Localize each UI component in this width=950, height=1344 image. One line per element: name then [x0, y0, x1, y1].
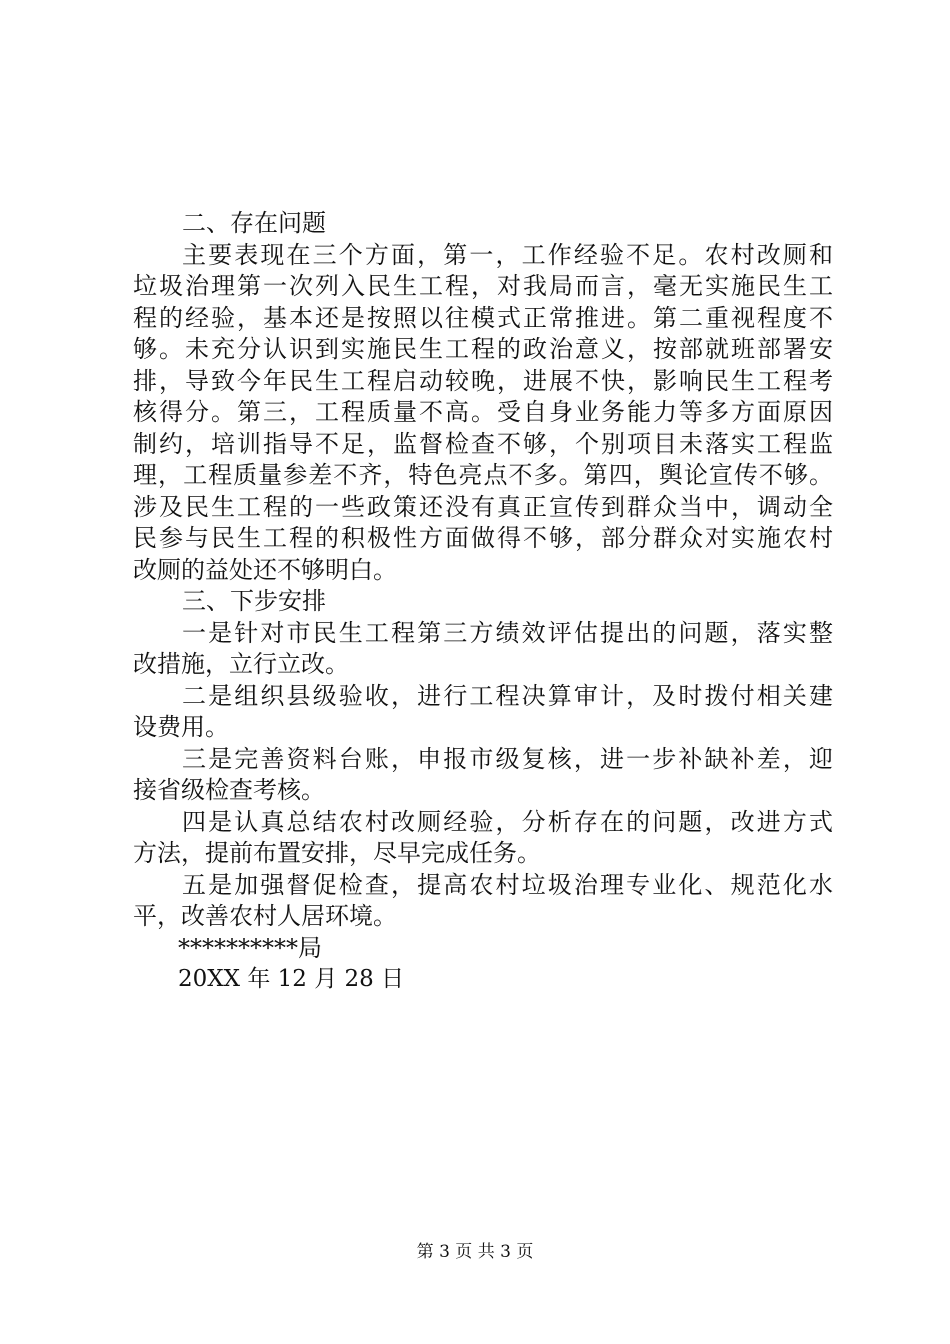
paragraph-line: 制约，培训指导不足，监督检查不够，个别项目未落实工程监 [133, 429, 833, 458]
paragraph-line: 改措施，立行立改。 [133, 650, 349, 678]
paragraph-line: 核得分。第三，工程质量不高。受自身业务能力等多方面原因 [133, 398, 833, 426]
document-body [133, 208, 833, 996]
paragraph-line: 程的经验，基本还是按照以往模式正常推进。第二重视程度不 [133, 303, 833, 332]
paragraph-line: 够。未充分认识到实施民生工程的政治意义，按部就班部署安 [133, 335, 833, 363]
section-heading: 二、存在问题 [182, 209, 326, 237]
paragraph-line: 接省级检查考核。 [133, 776, 325, 804]
paragraph-line: 排，导致今年民生工程启动较晚，进展不快，影响民生工程考 [133, 366, 833, 395]
paragraph-line: 方法，提前布置安排，尽早完成任务。 [133, 839, 541, 867]
paragraph-line: 设费用。 [133, 713, 229, 741]
paragraph-line: 一是针对市民生工程第三方绩效评估提出的问题，落实整 [182, 618, 833, 647]
paragraph-line: 主要表现在三个方面，第一，工作经验不足。农村改厕和 [182, 240, 833, 269]
paragraph-line: 改厕的益处还不够明白。 [133, 555, 397, 584]
paragraph-line: 二是组织县级验收，进行工程决算审计，及时拨付相关建 [182, 681, 833, 710]
signature: **********局 [178, 933, 322, 962]
section-heading: 三、下步安排 [182, 587, 326, 615]
page-footer: 第 3 页 共 3 页 [416, 1242, 534, 1262]
document-date: 20XX 年 12 月 28 日 [178, 966, 405, 992]
paragraph-line: 涉及民生工程的一些政策还没有真正宣传到群众当中，调动全 [133, 492, 833, 521]
paragraph-line: 三是完善资料台账，申报市级复核，进一步补缺补差，迎 [182, 744, 833, 773]
paragraph-line: 垃圾治理第一次列入民生工程，对我局而言，毫无实施民生工 [133, 272, 833, 300]
paragraph-line: 民参与民生工程的积极性方面做得不够，部分群众对实施农村 [133, 524, 833, 552]
paragraph-line: 四是认真总结农村改厕经验，分析存在的问题，改进方式 [182, 807, 833, 836]
paragraph-line: 理，工程质量参差不齐，特色亮点不多。第四，舆论宣传不够。 [133, 461, 833, 489]
paragraph-line: 平，改善农村人居环境。 [133, 902, 397, 930]
paragraph-line: 五是加强督促检查，提高农村垃圾治理专业化、规范化水 [182, 870, 833, 899]
